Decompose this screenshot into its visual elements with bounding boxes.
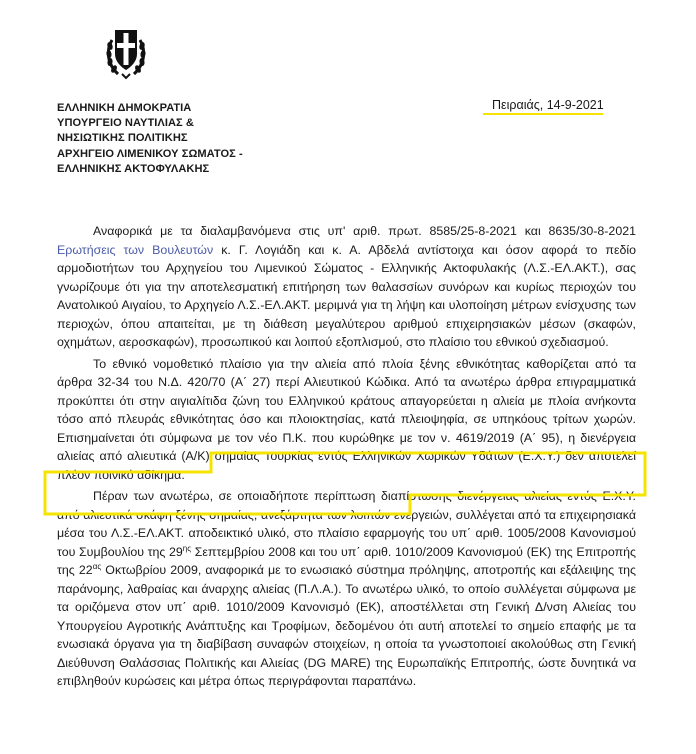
issuer-header (57, 101, 243, 177)
p3-text-c: Οκτωβρίου 2009, αναφορικά με το ενωσιακό σύστημα πρόληψης, αποτροπής και εξάλειψης της παράνομης, λαθραίας και άναρχης αλιείας (Π.Λ.Α.). Το ανωτέρω υλικό, το οποίο συλλέγεται σύμφωνα με τα οριζόμενα στον υπ΄ αριθ. 1010/2009 Κανονισμό (ΕΚ), αποστέλλεται στη Γενική Δ/νση Αλιείας του Υπουργείου Αγροτικής Ανάπτυξης και Τροφίμων, δεδομένου ότι αυτή αποτελεί το σημείο επαφής με τα ενωσιακά όργανα για τη διαβίβαση συναφών στοιχείων, η οποία τα γνωστοποιεί ακολούθως στη Γενική Διεύθυνση Θαλάσσιας Πολιτικής και Αλιείας (DG MARE) της Ευρωπαϊκής Επιτροπής, ώστε δυνητικά να επιβληθούν κυρώσεις και μέτρα όπως περιγράφονται παραπάνω. (57, 563, 636, 688)
paragraph-3 (57, 487, 636, 691)
document-date: Πειραιάς, 14-9-2021 (492, 98, 604, 112)
p3-text-b: Σεπτεμβρίου 2008 και του υπ΄ αριθ. 1010/2009 Κανονισμού (ΕΚ) της Επιτροπής της 22 (57, 544, 636, 577)
header-line: ΑΡΧΗΓΕΙΟ ΛΙΜΕΝΙΚΟΥ ΣΩΜΑΤΟΣ - (57, 147, 243, 160)
p1-questions-link-text: Ερωτήσεις των Βουλευτών (57, 242, 214, 257)
header-line: ΕΛΛΗΝΙΚΗΣ ΑΚΤΟΦΥΛΑΚΗΣ (57, 162, 210, 175)
document-body (57, 222, 636, 694)
header-line: ΝΗΣΙΩΤΙΚΗΣ ΠΟΛΙΤΙΚΗΣ (57, 132, 188, 145)
p3-sup-2: ας (92, 561, 102, 571)
p3-text-a: Πέραν των ανωτέρω, σε οποιαδήποτε περίπτωση διαπίστωσης διενέργειας αλιείας εντός Ε.Χ.Υ. από αλιευτικά σκάφη ξένης σημαίας, ανεξάρτητα των λοιπών ενεργειών, συλλέγεται από τα επιχειρησιακά μέσα του Λ.Σ.-ΕΛ.ΑΚΤ. αποδεικτικό υλικό, στο πλαίσιο εφαρμογής του υπ΄ αριθ. 1005/2008 Κανονισμού του Συμβουλίου της 29 (57, 489, 636, 559)
p1-text-b: κ. Γ. Λογιάδη και κ. Α. Αβδελά αντίστοιχα και όσον αφορά το πεδίο αρμοδιοτήτων του Αρχηγείου του Λιμενικού Σώματος - Ελληνικής Ακτοφυλακής (Λ.Σ.-ΕΛ.ΑΚΤ.), σας γνωρίζουμε ότι για την αποτελεσματική επιτήρηση των θαλασσίων συνόρων και κυρίως περιοχών του Ανατολικού Αιγαίου, το Αρχηγείο Λ.Σ.-ΕΛ.ΑΚΤ. μεριμνά για τη λήψη και υλοποίηση μέτρων ενίσχυσης των περιοχών, όπου απαιτείται, με τη διάθεση μεγαλύτερου αριθμού επιχειρησιακών μέσων (σκαφών, οχημάτων, αεροσκαφών), προσωπικού και λοιπού εξοπλισμού, στο πλαίσιο του εθνικού σχεδιασμού. (57, 242, 637, 349)
paragraph-2 (57, 355, 636, 485)
p2-text-a: Το εθνικό νομοθετικό πλαίσιο για την αλιεία από πλοία ξένης εθνικότητας καθορίζεται από τα άρθρα 32-34 του Ν.Δ. 420/70 (Α΄ 27) περί Αλιευτικού Κώδικα. Από τα ανωτέρω άρθρα επιγραμματικά προκύπτει ότι στην αιγιαλίτιδα ζώνη του Ελληνικού κράτους απαγορεύεται η αλιεία με πλοία ανήκοντα τόσο από πλευράς εθνικότητας όσο και πλοιοκτησίας, κατά πλειοψηφία, σε υπηκόους τρίτων χωρών. (57, 356, 636, 426)
greek-coat-of-arms-icon (104, 24, 148, 80)
paragraph-1 (57, 222, 636, 352)
header-line: ΕΛΛΗΝΙΚΗ ΔΗΜΟΚΡΑΤΙΑ (57, 102, 192, 114)
p2-highlighted-text: Επισημαίνεται ότι σύμφωνα με τον νέο Π.Κ. που κυρώθηκε με τον ν. 4619/2019 (Α΄ 95), η διενέργεια αλιείας από αλιευτικά (Α/Κ) σημαίας Τουρκίας εντός Ελληνικών Χωρικών Υδάτων (Ε.Χ.Υ.) δεν αποτελεί πλέον ποινικό αδίκημα. (57, 430, 636, 482)
p1-text-a: Αναφορικά με τα διαλαμβανόμενα στις υπ' αριθ. πρωτ. 8585/25-8-2021 και 8635/30-8-2021 (93, 224, 636, 238)
date-highlight-underline (483, 113, 603, 115)
header-line: ΥΠΟΥΡΓΕΙΟ ΝΑΥΤΙΛΙΑΣ & (57, 117, 194, 130)
p3-sup-1: ης (182, 543, 192, 553)
